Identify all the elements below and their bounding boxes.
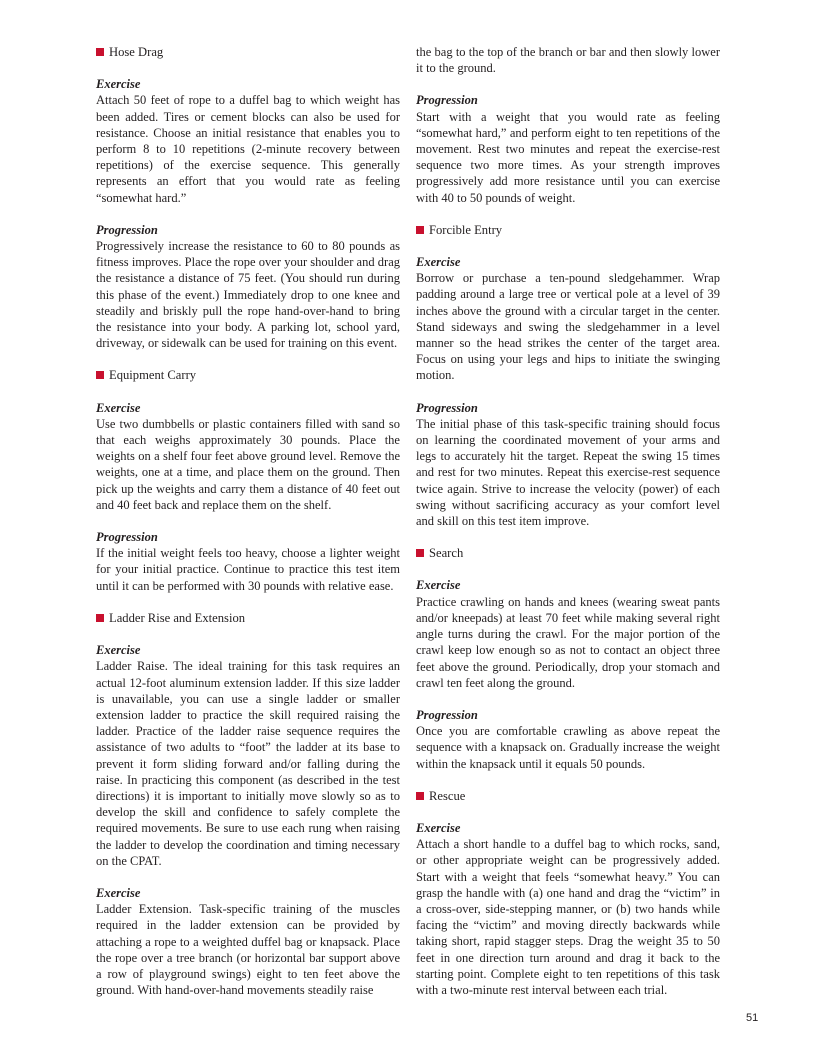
section-heading-hose-drag: Hose Drag [96,44,400,60]
right-column [416,44,720,998]
red-square-bullet-icon [96,614,104,622]
left-column [96,44,400,998]
subheading-exercise: Exercise [416,820,461,835]
paragraph-search-exercise: Practice crawling on hands and knees (wearing sweat pants and/or kneepads) at least 70 feet while making several right angle turns during the crawl. For the major portion of the crawl keep low enough so as not to contact an object three feet above the ground. Periodically, drop your stomach and crawl ten feet along the ground. [416,594,720,690]
red-square-bullet-icon [416,792,424,800]
section-heading-rescue: Rescue [416,788,720,804]
paragraph-equipment-carry-exercise: Use two dumbbells or plastic containers filled with sand so that each weighs approximately 30 pounds. Place the weights on a shelf four feet above ground level. Remove the weights, one at a time, and place them on the ground. Then pick up the weights and carry them a distance of 40 feet out and 40 feet back and replace them on the shelf. [96,416,400,512]
red-square-bullet-icon [416,226,424,234]
section-heading-ladder: Ladder Rise and Extension [96,610,400,626]
subheading-progression: Progression [96,222,158,237]
red-square-bullet-icon [416,549,424,557]
subheading-exercise: Exercise [96,885,141,900]
paragraph-rescue-exercise: Attach a short handle to a duffel bag to which rocks, sand, or other appropriate weight can be progressively added. Start with a weight that feels “somewhat heavy.” You can grasp the handle with (a) one hand and drag the “victim” in a cross-over, side-stepping manner, or (b) two hands while facing the “victim” and moving directly backwards while taking short, rapid stagger steps. Drag the weight 35 to 50 feet in one direction turn around and drag it back to the starting point. Complete eight to ten repetitions of this task with a two-minute rest interval between each trial. [416,837,720,997]
paragraph-equipment-carry-progression: If the initial weight feels too heavy, choose a lighter weight for your initial practice. Continue to practice this test item until it can be performed with 30 pounds with relative ease. [96,546,400,593]
paragraph-hose-drag-progression: Progressively increase the resistance to 60 to 80 pounds as fitness improves. Place the rope over your shoulder and drag the resistance a distance of 75 feet. (You should run during this phase of the event.) Immediately drop to one knee and steadily and briskly pull the rope hand-over-hand to bring the resistance into your body. A parking lot, school yard, driveway, or sidewalk can be used for training on this event. [96,239,400,351]
page-number: 51 [746,1012,759,1024]
paragraph-search-progression: Once you are comfortable crawling as above repeat the sequence with a knapsack on. Gradually increase the weight within the knapsack until it equals 50 pounds. [416,724,720,771]
paragraph-forcible-entry-exercise: Borrow or purchase a ten-pound sledgehammer. Wrap padding around a large tree or vertical pole at a level of 39 inches above the ground with a circular target in the center. Stand sideways and swing the sledgehammer in a level manner so the head strikes the center of the target area. Focus on using your legs and hips to initiate the swinging motion. [416,271,720,383]
section-heading-equipment-carry: Equipment Carry [96,367,400,383]
subheading-progression: Progression [416,707,478,722]
subheading-exercise: Exercise [416,255,461,270]
paragraph-ladder-extension-exercise: Ladder Extension. Task-specific training of the muscles required in the ladder extension can be provided by attaching a rope to a weighted duffel bag or knapsack. Place the rope over a tree branch (or horizontal bar support above a row of playground swings) eight to ten feet above the ground. With hand-over-hand movements steadily raise [96,902,400,998]
red-square-bullet-icon [96,371,104,379]
subheading-exercise: Exercise [416,578,461,593]
paragraph-hose-drag-exercise: Attach 50 feet of rope to a duffel bag to which weight has been added. Tires or cement blocks can also be used for resistance. Choose an initial resistance that enables you to perform 8 to 10 repetitions (2-minute recovery between repetitions) of the exercise sequence. This generally represents an effort that you would rate as feeling “somewhat hard.” [96,93,400,205]
red-square-bullet-icon [96,48,104,56]
paragraph-ladder-raise-exercise: Ladder Raise. The ideal training for this task requires an actual 12-foot aluminum extension ladder. If this size ladder is unavailable, you can use a single ladder or smaller extension ladder to practice the skill required raising the ladder. Practice of the ladder raise sequence requires the assistance of two adults to “foot” the ladder at its base to prevent it form sliding forward and/or falling during the raise. In practicing this component (as described in the test directions) it is important to initially move slowly so as to develop the skill and confidence to safely complete the required movements. Be sure to use each rung when raising the ladder to develop the coordination and timing necessary on the CPAT. [96,659,400,868]
paragraph-ladder-extension-continued: the bag to the top of the branch or bar and then slowly lower it to the ground. [416,45,720,76]
subheading-progression: Progression [416,400,478,415]
paragraph-ladder-progression: Start with a weight that you would rate as feeling “somewhat hard,” and perform eight to ten repetitions of the movement. Rest two minutes and repeat the exercise-rest sequence two more times. As your strength improves progressively add more resistance until you can exercise with 40 to 50 pounds of weight. [416,109,720,205]
paragraph-forcible-entry-progression: The initial phase of this task-specific training should focus on learning the coordinated movement of your arms and legs to accurately hit the target. Repeat the swing 15 times and rest for two minutes. Repeat this exercise-rest sequence twice again. Strive to increase the velocity (power) of each swing without sacrificing accuracy as your comfort level and skill on this test item improve. [416,416,720,529]
section-heading-search: Search [416,545,720,561]
subheading-progression: Progression [416,93,478,108]
section-heading-forcible-entry: Forcible Entry [416,222,720,238]
subheading-exercise: Exercise [96,643,141,658]
subheading-exercise: Exercise [96,400,141,415]
subheading-exercise: Exercise [96,77,141,92]
subheading-progression: Progression [96,530,158,545]
